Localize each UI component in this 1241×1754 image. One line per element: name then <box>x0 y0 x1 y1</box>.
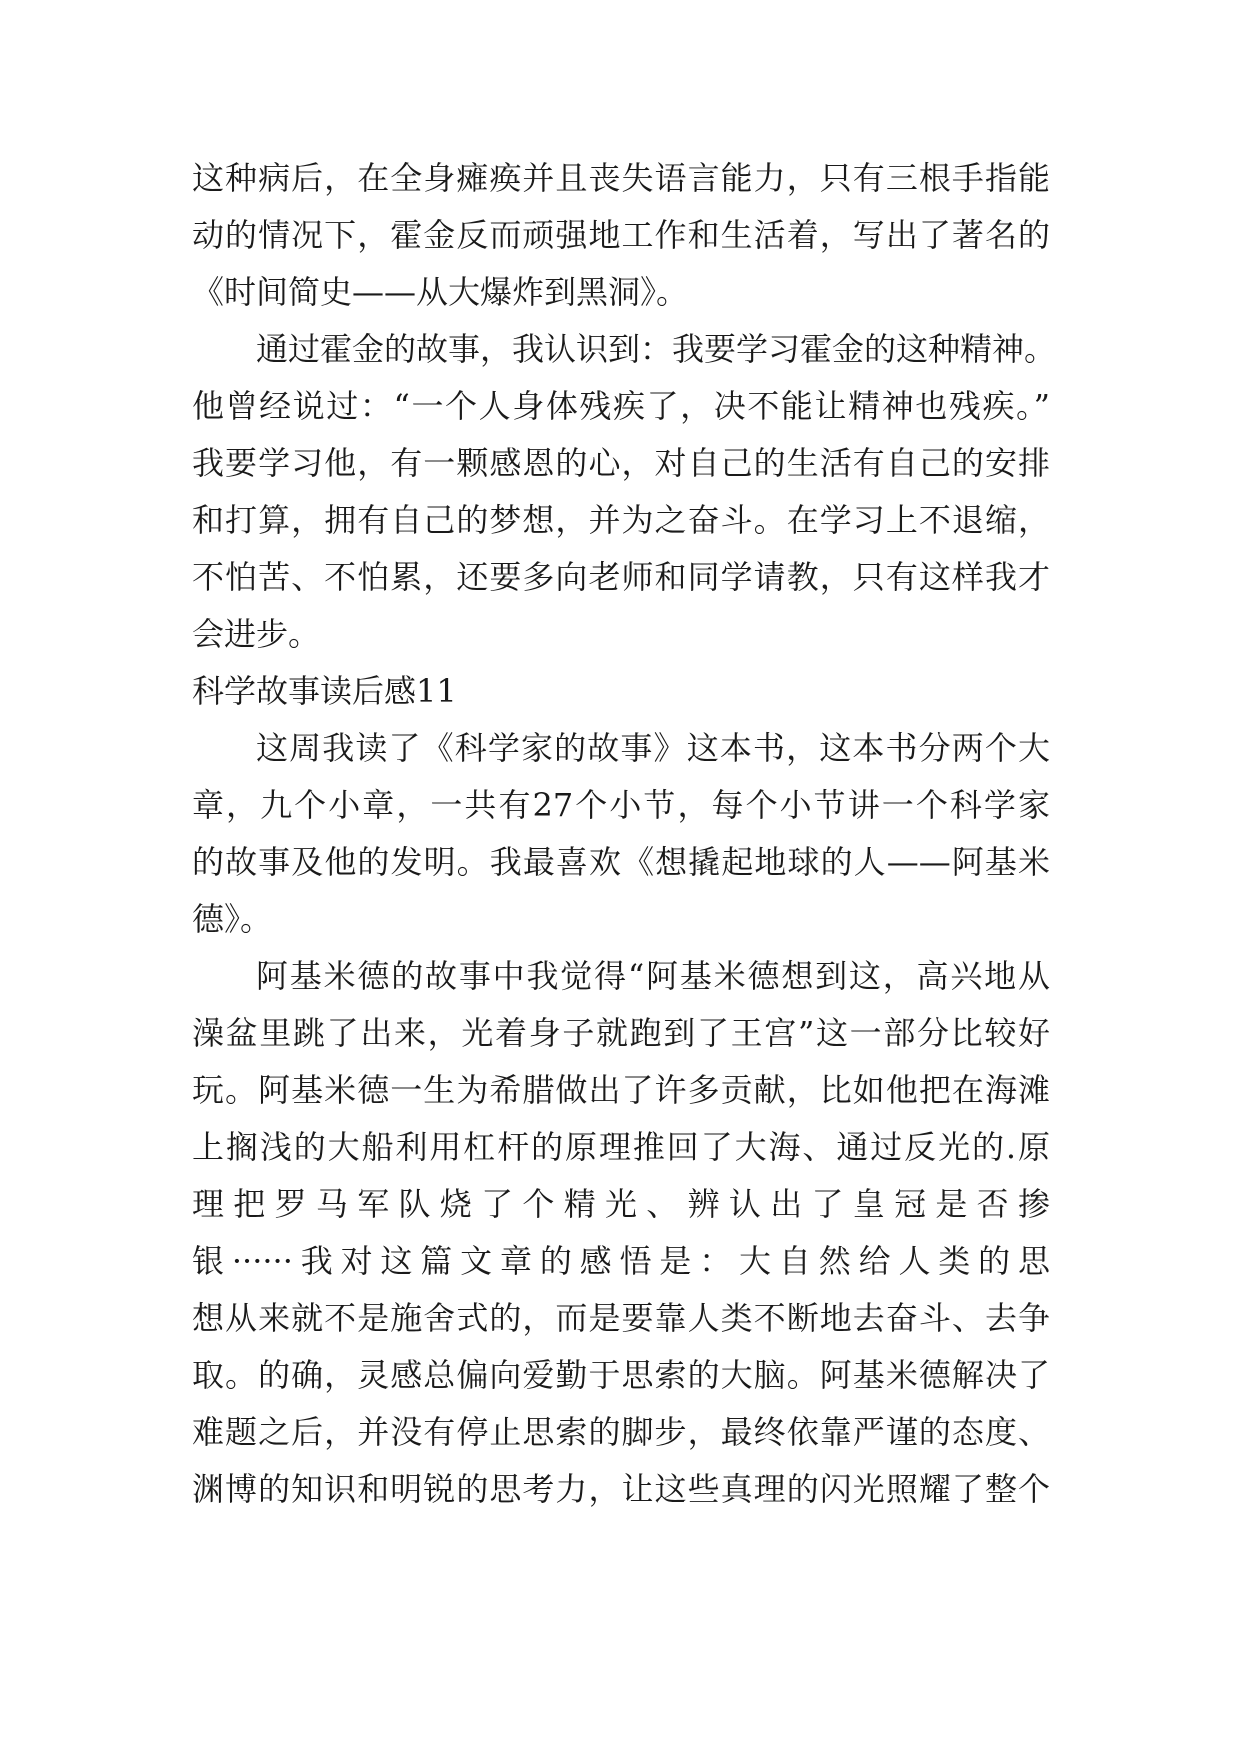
text-line: 银······我对这篇文章的感悟是：大自然给人类的思 <box>192 1242 1050 1280</box>
paragraph <box>192 321 1057 663</box>
text-line: 和打算，拥有自己的梦想，并为之奋斗。在学习上不退缩， <box>192 501 1050 539</box>
text-line: 上搁浅的大船利用杠杆的原理推回了大海、通过反光的.原 <box>192 1128 1050 1166</box>
text-line: 难题之后，并没有停止思索的脚步，最终依靠严谨的态度、 <box>192 1413 1050 1451</box>
text-line: 动的情况下，霍金反而顽强地工作和生活着，写出了著名的 <box>192 216 1050 254</box>
text-line: 阿基米德的故事中我觉得“阿基米德想到这，高兴地从 <box>256 957 1050 995</box>
text-line: 玩。阿基米德一生为希腊做出了许多贡献，比如他把在海滩 <box>192 1071 1050 1109</box>
text-line: 渊博的知识和明锐的思考力，让这些真理的闪光照耀了整个 <box>192 1470 1050 1508</box>
paragraph <box>192 948 1050 1518</box>
text-line: 通过霍金的故事，我认识到：我要学习霍金的这种精神。 <box>256 330 1057 368</box>
text-line: 澡盆里跳了出来，光着身子就跑到了王宫”这一部分比较好 <box>192 1014 1050 1052</box>
text-line: 德》。 <box>192 900 273 938</box>
text-line: 不怕苦、不怕累，还要多向老师和同学请教，只有这样我才 <box>192 558 1050 596</box>
text-line: 会进步。 <box>192 615 321 653</box>
text-line: 他曾经说过：“一个人身体残疾了，决不能让精神也残疾。” <box>192 387 1050 425</box>
paragraph <box>192 150 1050 321</box>
text-line: 取。的确，灵感总偏向爱勤于思索的大脑。阿基米德解决了 <box>192 1356 1050 1394</box>
text-line: 的故事及他的发明。我最喜欢《想撬起地球的人——阿基米 <box>192 843 1050 881</box>
section-heading: 科学故事读后感11 <box>192 672 457 710</box>
text-line: 章，九个小章，一共有27个小节，每个小节讲一个科学家 <box>192 786 1050 824</box>
text-line: 我要学习他，有一颗感恩的心，对自己的生活有自己的安排 <box>192 444 1050 482</box>
paragraph <box>192 720 1050 948</box>
text-line: 这种病后，在全身瘫痪并且丧失语言能力，只有三根手指能 <box>192 159 1050 197</box>
document-page <box>192 150 1057 1518</box>
text-line: 想从来就不是施舍式的，而是要靠人类不断地去奋斗、去争 <box>192 1299 1050 1337</box>
text-line: 这周我读了《科学家的故事》这本书，这本书分两个大 <box>256 729 1050 767</box>
text-line: 《时间简史——从大爆炸到黑洞》。 <box>192 273 689 311</box>
text-line: 理把罗马军队烧了个精光、辨认出了皇冠是否掺 <box>192 1185 1050 1223</box>
